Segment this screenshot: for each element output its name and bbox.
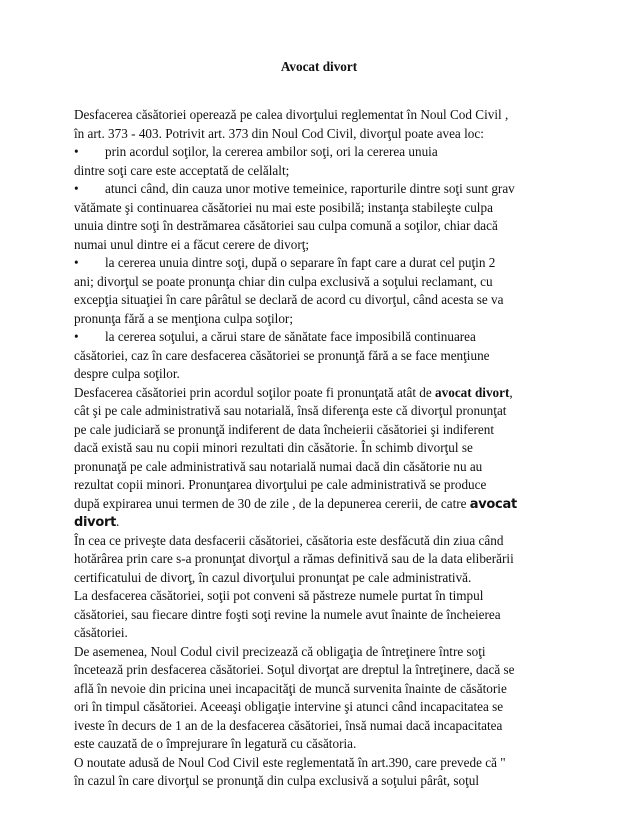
- text-segment: după expirarea unui termen de 30 de zile , de la depunerea cererii, de catre: [74, 495, 470, 511]
- bullet-item: [74, 180, 578, 199]
- bullet-item: [74, 328, 578, 347]
- document-body: [74, 106, 578, 791]
- text-line: În cea ce priveşte data desfacerii căsătoriei, căsătoria este desfăcută din ziua când: [74, 532, 504, 548]
- text-line: La desfacerea căsătoriei, soţii pot conveni să păstreze numele purtat în timpul: [74, 588, 484, 603]
- text-line: [74, 495, 578, 514]
- document-title: Avocat divort: [280, 59, 358, 74]
- bullet-text: prin acordul soţilor, la cererea ambilor soţi, ori la cererea unuia: [105, 144, 438, 159]
- bullet-text: atunci când, din cauza unor motive temeinice, raporturile dintre soţi sunt grav: [105, 181, 515, 196]
- text-line: unuia dintre soţi în destrămarea căsătoriei sau culpa comună a soţilor, chiar dacă: [74, 218, 498, 233]
- text-line: rezultat copii minori. Pronunţarea divorţului pe cale administrativă se produce: [74, 477, 487, 492]
- text-line: pronunţa fără a se menţiona culpa soţilor;: [74, 310, 293, 326]
- text-line: certificatului de divorţ, în cazul divorţului pronunţat pe cale administrativă.: [74, 569, 472, 585]
- text-line: iveste în decurs de 1 an de la desfacerea căsătoriei, însă numai dacă incapacitatea: [74, 717, 503, 733]
- text-line: pronunaţă pe cale administrativă sau notarială numai dacă din căsătorie nu au: [74, 458, 483, 474]
- keyword-link[interactable]: avocat divort: [435, 384, 510, 400]
- text-line: în cazul în care divorţul se pronunţă din culpa exclusivă a soţului pârât, soţul: [74, 773, 480, 788]
- text-segment: Desfacerea căsătoriei prin acordul soţilor poate fi pronunţată atât de: [74, 384, 436, 400]
- text-line: despre culpa soţilor.: [74, 366, 180, 381]
- text-line: De asemenea, Noul Codul civil precizează că obligaţia de întreţinere între soţi: [74, 643, 486, 659]
- text-line: pe cale judiciară se pronunţă indiferent de data încheierii căsătoriei şi indiferent: [74, 421, 494, 437]
- keyword-link[interactable]: avocat: [469, 496, 517, 512]
- bullet-item: [74, 254, 578, 273]
- keyword-link[interactable]: divort: [74, 515, 116, 530]
- bullet-text: la cererea unuia dintre soţi, după o separare în fapt care a durat cel puţin 2: [105, 255, 496, 270]
- text-line: O noutate adusă de Noul Cod Civil este reglementată în art.390, care prevede că ": [74, 754, 506, 770]
- text-line: vătămate şi continuarea căsătoriei nu mai este posibilă; instanţa stabileşte culpa: [74, 199, 493, 215]
- text-segment: .: [116, 514, 120, 529]
- text-line: căsătoriei, sau fiecare dintre foşti soţi revine la numele avut înainte de încheierea: [74, 606, 501, 622]
- text-line: căsătoriei, caz în care desfacerea căsătoriei se pronunţă fără a se face menţiune: [74, 347, 490, 363]
- text-line: Desfacerea căsătoriei operează pe calea divorţului reglementat în Noul Cod Civil ,: [74, 107, 509, 122]
- text-line: încetează prin desfacerea căsătoriei. Soţul divorţat are dreptul la întreţinere, dacă se: [74, 662, 515, 677]
- text-line: cât şi pe cale administrativă sau notarială, însă diferenţa este că divorţul pronunţat: [74, 403, 507, 418]
- text-line: ani; divorţul se poate pronunţa chiar din culpa exclusivă a soţului reclamant, cu: [74, 273, 493, 289]
- bullet-text: la cererea soţului, a cărui stare de sănătate face imposibilă continuarea: [105, 329, 476, 344]
- text-line: este cauzată de o împrejurare în legatură cu căsătoria.: [74, 736, 357, 751]
- text-line: numai unul dintre ei a făcut cerere de divorţ;: [74, 236, 310, 252]
- text-line: căsătoriei.: [74, 625, 128, 640]
- text-line: află în nevoie din pricina unei incapacităţi de muncă survenita înainte de căsătorie: [74, 680, 507, 696]
- text-line: [74, 384, 578, 403]
- text-line: în art. 373 - 403. Potrivit art. 373 din Noul Cod Civil, divorţul poate avea loc:: [74, 125, 484, 141]
- text-line: excepţia situaţiei în care pârâtul se declară de acord cu divorţul, când acesta se va: [74, 292, 504, 307]
- text-line: ori în timpul căsătoriei. Aceeaşi obligaţie intervine şi atunci când incapacitatea se: [74, 699, 504, 714]
- text-line: [74, 513, 578, 532]
- text-segment: ,: [509, 384, 513, 400]
- text-line: hotărârea prin care s-a pronunţat divorţul a rămas definitivă sau de la data eliberării: [74, 551, 514, 566]
- text-line: dintre soţi care este acceptată de celălalt;: [74, 162, 290, 178]
- text-line: dacă există sau nu copii minori rezultati din căsătorie. În schimb divorţul se: [74, 440, 473, 455]
- bullet-item: [74, 143, 578, 162]
